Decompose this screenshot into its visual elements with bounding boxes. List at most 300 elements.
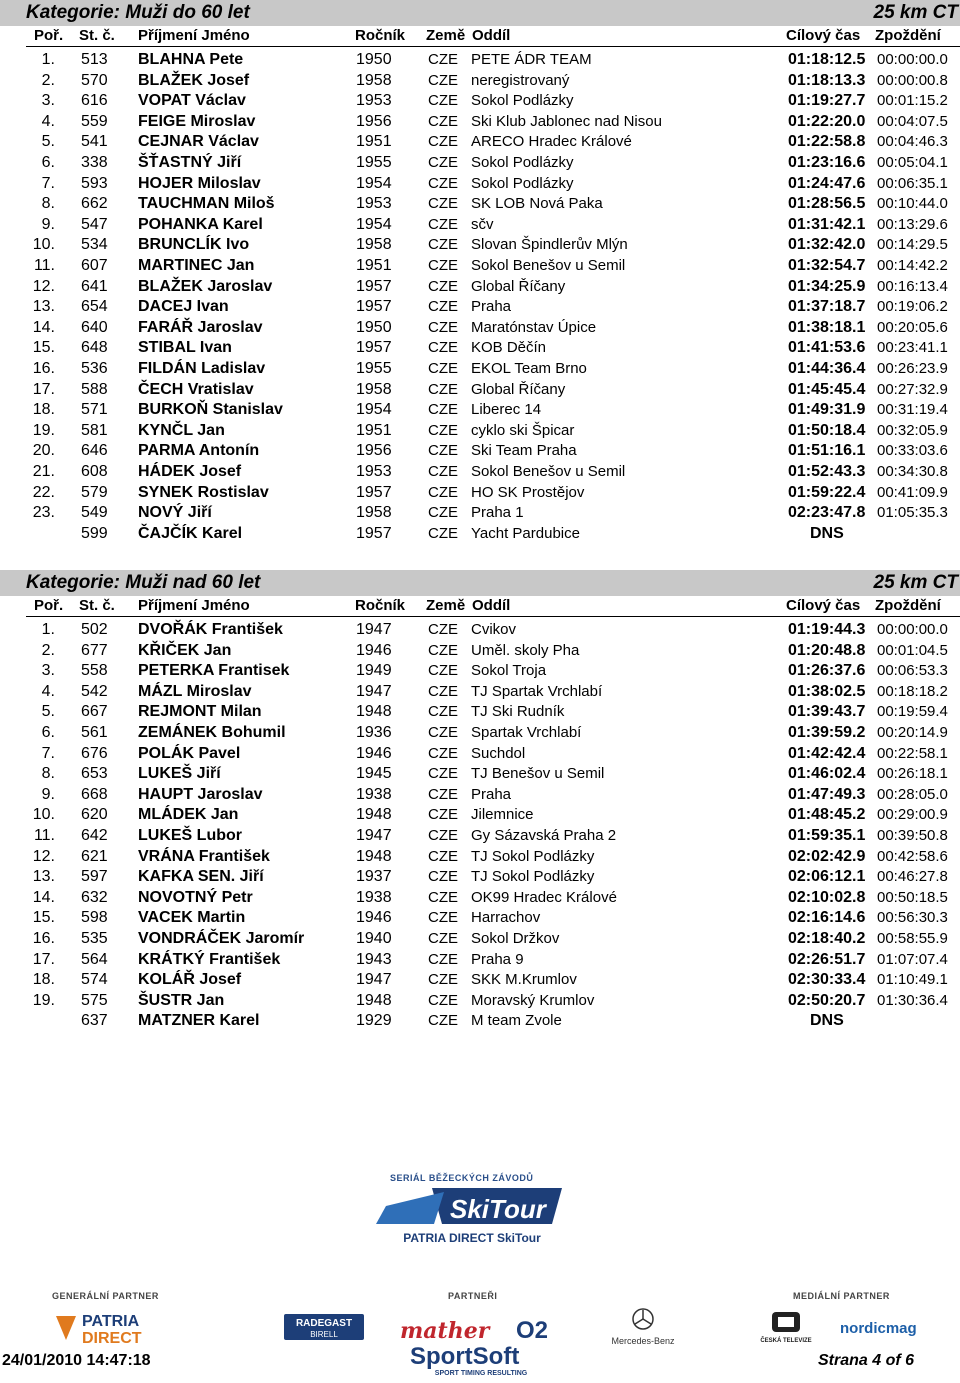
header-gap: Zpoždění (875, 27, 941, 44)
cell-position: 5. (41, 703, 55, 721)
cell-start-number: 608 (81, 463, 108, 480)
cell-start-number: 662 (81, 195, 108, 213)
table-row (0, 216, 960, 237)
table-row (0, 360, 960, 381)
cell-time-gap: 00:58:55.9 (877, 930, 948, 947)
cell-competitor-name: HOJER Miloslav (138, 174, 261, 192)
cell-time-gap: 00:01:15.2 (877, 92, 948, 110)
cell-start-number: 570 (81, 71, 108, 89)
cell-birth-year: 1946 (356, 909, 392, 927)
cell-position: 23. (32, 504, 55, 522)
cell-start-number: 620 (81, 806, 108, 824)
cell-competitor-name: BLAHNA Pete (138, 51, 244, 68)
cell-time-gap: 00:39:50.8 (877, 827, 948, 844)
table-row (0, 786, 960, 807)
cell-finish-time: 02:23:47.8 (788, 504, 866, 522)
table-row (0, 278, 960, 299)
cell-finish-time: DNS (810, 1012, 844, 1030)
cell-club: Suchdol (471, 744, 526, 762)
cell-finish-time: 01:39:43.7 (788, 703, 866, 721)
cell-time-gap: 00:23:41.1 (877, 339, 948, 357)
cell-start-number: 564 (81, 950, 108, 968)
cell-position: 21. (32, 463, 55, 480)
table-row (0, 113, 960, 134)
ct-logo (756, 1310, 816, 1346)
cell-country: CZE (428, 524, 458, 542)
cell-competitor-name: VACEK Martin (138, 909, 246, 927)
cell-country: CZE (428, 463, 458, 480)
cell-competitor-name: KOLÁŘ Josef (138, 971, 242, 989)
cell-birth-year: 1949 (356, 662, 392, 680)
header-finish-time: Cílový čas (786, 27, 861, 44)
cell-position: 7. (41, 174, 55, 192)
table-row (0, 195, 960, 216)
cell-competitor-name: ŠUSTR Jan (138, 991, 225, 1009)
cell-country: CZE (428, 174, 458, 192)
cell-position: 10. (32, 236, 55, 254)
cell-start-number: 646 (81, 442, 108, 460)
cell-position: 19. (32, 421, 55, 439)
cell-start-number: 542 (81, 682, 108, 700)
cell-club: neregistrovaný (471, 71, 570, 89)
cell-time-gap: 00:50:18.5 (877, 888, 948, 906)
cell-competitor-name: DVOŘÁK František (138, 621, 283, 638)
table-row (0, 525, 960, 546)
cell-finish-time: 01:52:43.3 (788, 463, 866, 480)
cell-position: 4. (41, 682, 55, 700)
cell-position: 18. (32, 401, 55, 419)
cell-start-number: 632 (81, 888, 108, 906)
cell-time-gap: 00:00:00.8 (877, 71, 948, 89)
cell-start-number: 547 (81, 215, 108, 233)
mercedes-graphic (598, 1306, 688, 1348)
cell-club: cyklo ski Špicar (471, 421, 575, 439)
cell-country: CZE (428, 112, 458, 130)
cell-start-number: 502 (81, 621, 108, 638)
cell-competitor-name: VOPAT Václav (138, 92, 246, 110)
header-start-number: St. č. (79, 27, 115, 44)
cell-time-gap: 00:05:04.1 (877, 154, 948, 171)
cell-finish-time: 01:34:25.9 (788, 277, 866, 295)
table-row (0, 848, 960, 869)
cell-position: 3. (41, 92, 55, 110)
page-number: Strana 4 of 6 (818, 1352, 915, 1369)
header-country: Země (426, 27, 466, 44)
cell-club: TJ Sokol Podlázky (471, 847, 595, 865)
cell-birth-year: 1957 (356, 339, 392, 357)
header-divider (26, 616, 960, 617)
cell-competitor-name: VONDRÁČEK Jaromír (138, 930, 305, 947)
cell-time-gap: 00:14:42.2 (877, 257, 948, 274)
cell-club: Praha 9 (471, 950, 524, 968)
cell-finish-time: 01:19:44.3 (788, 621, 866, 638)
cell-start-number: 536 (81, 360, 108, 377)
cell-club: TJ Sokol Podlázky (471, 868, 595, 886)
cell-start-number: 574 (81, 971, 108, 989)
cell-country: CZE (428, 133, 458, 151)
cell-finish-time: 01:18:12.5 (788, 51, 866, 68)
cell-position: 14. (32, 318, 55, 336)
cell-time-gap: 00:04:07.5 (877, 112, 948, 130)
cell-finish-time: 01:22:20.0 (788, 112, 866, 130)
mather-text: mather (400, 1318, 490, 1344)
cell-finish-time: 01:26:37.6 (788, 662, 866, 680)
mercedes-logo (598, 1306, 688, 1348)
cell-finish-time: 01:32:54.7 (788, 257, 866, 274)
cell-competitor-name: CEJNAR Václav (138, 133, 259, 151)
cell-finish-time: 01:22:58.8 (788, 133, 866, 151)
cell-birth-year: 1953 (356, 92, 392, 110)
birell-text: BIRELL (310, 1330, 338, 1339)
cell-competitor-name: FARÁŘ Jaroslav (138, 318, 263, 336)
table-row (0, 175, 960, 196)
cell-club: Sokol Benešov u Semil (471, 257, 626, 274)
cell-competitor-name: BURKOŇ Stanislav (138, 401, 283, 419)
cell-finish-time: 01:45:45.4 (788, 380, 866, 398)
cell-country: CZE (428, 765, 458, 783)
nordicmag-text: nordicmag (840, 1320, 917, 1337)
cell-club: Harrachov (471, 909, 541, 927)
cell-competitor-name: ČECH Vratislav (138, 380, 254, 398)
cell-club: Gy Sázavská Praha 2 (471, 827, 617, 844)
cell-position: 19. (32, 991, 55, 1009)
cell-time-gap: 00:16:13.4 (877, 277, 948, 295)
cell-competitor-name: SYNEK Rostislav (138, 483, 269, 501)
cell-start-number: 549 (81, 504, 108, 522)
cell-position: 16. (32, 360, 55, 377)
cell-finish-time: 02:10:02.8 (788, 888, 866, 906)
cell-birth-year: 1947 (356, 971, 392, 989)
cell-birth-year: 1956 (356, 112, 392, 130)
cell-time-gap: 00:18:18.2 (877, 682, 948, 700)
cell-country: CZE (428, 868, 458, 886)
cell-start-number: 559 (81, 112, 108, 130)
cell-competitor-name: ČAJČÍK Karel (138, 524, 243, 542)
cell-competitor-name: NOVOTNÝ Petr (138, 888, 253, 906)
cell-start-number: 571 (81, 401, 108, 419)
category-distance: 25 km CT (873, 572, 958, 593)
cell-club: M team Zvole (471, 1012, 562, 1030)
table-row (0, 889, 960, 910)
table-row (0, 909, 960, 930)
cell-country: CZE (428, 298, 458, 316)
cell-time-gap: 00:06:35.1 (877, 174, 948, 192)
cell-position: 8. (41, 195, 55, 213)
cell-position: 4. (41, 112, 55, 130)
cell-competitor-name: DACEJ Ivan (138, 298, 229, 316)
table-row (0, 642, 960, 663)
cell-finish-time: 01:41:53.6 (788, 339, 866, 357)
table-row (0, 951, 960, 972)
cell-start-number: 575 (81, 991, 108, 1009)
header-gap: Zpoždění (875, 597, 941, 614)
cell-position: 20. (32, 442, 55, 460)
cell-competitor-name: KAFKA SEN. Jiří (138, 868, 264, 886)
cell-finish-time: 01:37:18.7 (788, 298, 866, 316)
cell-finish-time: 02:16:14.6 (788, 909, 866, 927)
cell-club: Spartak Vrchlabí (471, 724, 582, 741)
cell-birth-year: 1958 (356, 236, 392, 254)
cell-club: KOB Děčín (471, 339, 547, 357)
cell-country: CZE (428, 806, 458, 824)
cell-start-number: 597 (81, 868, 108, 886)
cell-finish-time: 01:38:18.1 (788, 318, 866, 336)
cell-start-number: 534 (81, 236, 108, 254)
cell-competitor-name: KŘIČEK Jan (138, 641, 232, 659)
cell-birth-year: 1940 (356, 930, 392, 947)
cell-start-number: 541 (81, 133, 108, 151)
cell-start-number: 598 (81, 909, 108, 927)
cell-start-number: 654 (81, 298, 108, 316)
cell-birth-year: 1938 (356, 785, 392, 803)
cell-country: CZE (428, 971, 458, 989)
cell-country: CZE (428, 1012, 458, 1030)
cell-start-number: 637 (81, 1012, 108, 1030)
cell-birth-year: 1955 (356, 360, 392, 377)
cell-time-gap: 00:28:05.0 (877, 785, 948, 803)
cell-start-number: 588 (81, 380, 108, 398)
cell-position: 14. (32, 888, 55, 906)
cell-position: 2. (41, 641, 55, 659)
cell-finish-time: 01:50:18.4 (788, 421, 866, 439)
cell-birth-year: 1957 (356, 524, 392, 542)
cell-time-gap: 00:27:32.9 (877, 380, 948, 398)
cell-position: 16. (32, 930, 55, 947)
cell-country: CZE (428, 930, 458, 947)
cell-club: Jilemnice (471, 806, 534, 824)
cell-finish-time: 01:19:27.7 (788, 92, 866, 110)
cell-birth-year: 1958 (356, 71, 392, 89)
cell-club: Praha 1 (471, 504, 524, 522)
cell-finish-time: 01:44:36.4 (788, 360, 866, 377)
cell-birth-year: 1958 (356, 380, 392, 398)
cell-club: TJ Spartak Vrchlabí (471, 682, 603, 700)
sportsoft-text: SportSoft (410, 1343, 520, 1370)
table-row (0, 319, 960, 340)
cell-country: CZE (428, 195, 458, 213)
cell-birth-year: 1955 (356, 154, 392, 171)
cell-country: CZE (428, 744, 458, 762)
cell-country: CZE (428, 236, 458, 254)
cell-competitor-name: PARMA Antonín (138, 442, 260, 460)
cell-competitor-name: HÁDEK Josef (138, 463, 242, 480)
cell-birth-year: 1929 (356, 1012, 392, 1030)
cell-competitor-name: MARTINEC Jan (138, 257, 255, 274)
cell-country: CZE (428, 442, 458, 460)
cell-start-number: 667 (81, 703, 108, 721)
cell-club: OK99 Hradec Králové (471, 888, 617, 906)
cell-country: CZE (428, 785, 458, 803)
cell-competitor-name: REJMONT Milan (138, 703, 262, 721)
cell-birth-year: 1956 (356, 442, 392, 460)
sportsoft-logo (408, 1340, 554, 1378)
table-row (0, 827, 960, 848)
header-name: Příjmení Jméno (138, 597, 250, 614)
table-row (0, 92, 960, 113)
cell-club: SK LOB Nová Paka (471, 195, 603, 213)
cell-position: 1. (41, 621, 55, 638)
cell-position: 7. (41, 744, 55, 762)
table-row (0, 298, 960, 319)
category-title-bar (0, 0, 960, 26)
table-row (0, 765, 960, 786)
cell-position: 15. (32, 909, 55, 927)
cell-start-number: 558 (81, 662, 108, 680)
cell-competitor-name: TAUCHMAN Miloš (138, 195, 275, 213)
skitour-wordmark: SkiTour (450, 1194, 546, 1224)
cell-competitor-name: MATZNER Karel (138, 1012, 260, 1030)
cell-time-gap: 00:01:04.5 (877, 641, 948, 659)
cell-start-number: 561 (81, 724, 108, 741)
table-row (0, 381, 960, 402)
cell-club: ARECO Hradec Králové (471, 133, 632, 151)
cell-country: CZE (428, 682, 458, 700)
cell-start-number: 593 (81, 174, 108, 192)
cell-club: Global Říčany (471, 277, 566, 295)
cell-position: 6. (41, 724, 55, 741)
cell-country: CZE (428, 641, 458, 659)
cell-time-gap: 00:10:44.0 (877, 195, 948, 213)
cell-competitor-name: STIBAL Ivan (138, 339, 232, 357)
cell-club: HO SK Prostějov (471, 483, 585, 501)
cell-position: 22. (32, 483, 55, 501)
table-row (0, 133, 960, 154)
cell-start-number: 535 (81, 930, 108, 947)
cell-time-gap: 00:26:23.9 (877, 360, 948, 377)
cell-birth-year: 1953 (356, 463, 392, 480)
header-name: Příjmení Jméno (138, 27, 250, 44)
cell-birth-year: 1948 (356, 806, 392, 824)
cell-finish-time: 02:06:12.1 (788, 868, 866, 886)
cell-birth-year: 1954 (356, 174, 392, 192)
category-title: Kategorie: Muži do 60 let (26, 2, 250, 23)
nordicmag-logo (838, 1316, 934, 1338)
cell-start-number: 668 (81, 785, 108, 803)
cell-birth-year: 1947 (356, 827, 392, 844)
radegast-text: RADEGAST (295, 1318, 353, 1329)
table-row (0, 401, 960, 422)
o2-text: O2 (516, 1317, 549, 1344)
cell-birth-year: 1938 (356, 888, 392, 906)
radegast-graphic (284, 1314, 364, 1340)
cell-club: Praha (471, 298, 512, 316)
cell-country: CZE (428, 92, 458, 110)
cell-birth-year: 1947 (356, 682, 392, 700)
cell-finish-time: 01:31:42.1 (788, 215, 866, 233)
cell-position: 9. (41, 215, 55, 233)
cell-competitor-name: FILDÁN Ladislav (138, 360, 266, 377)
cell-competitor-name: POLÁK Pavel (138, 744, 241, 762)
cell-competitor-name: VRÁNA František (138, 847, 270, 865)
cell-country: CZE (428, 71, 458, 89)
cell-time-gap: 00:56:30.3 (877, 909, 948, 927)
cell-birth-year: 1957 (356, 298, 392, 316)
cell-country: CZE (428, 51, 458, 68)
table-row (0, 51, 960, 72)
header-year: Ročník (355, 597, 406, 614)
cell-finish-time: 01:42:42.4 (788, 744, 866, 762)
cell-time-gap: 00:13:29.6 (877, 215, 948, 233)
cell-competitor-name: LUKEŠ Lubor (138, 827, 242, 844)
cell-finish-time: 01:59:22.4 (788, 483, 866, 501)
cell-club: SKK M.Krumlov (471, 971, 577, 989)
cell-time-gap: 00:20:14.9 (877, 724, 948, 741)
cell-time-gap: 00:19:06.2 (877, 298, 948, 316)
cell-position: 2. (41, 71, 55, 89)
header-finish-time: Cílový čas (786, 597, 861, 614)
cell-position: 5. (41, 133, 55, 151)
cell-time-gap: 00:06:53.3 (877, 662, 948, 680)
cell-position: 3. (41, 662, 55, 680)
cell-position: 6. (41, 154, 55, 171)
cell-finish-time: 01:38:02.5 (788, 682, 866, 700)
cell-country: CZE (428, 662, 458, 680)
cell-finish-time: 01:47:49.3 (788, 785, 866, 803)
cell-competitor-name: ZEMÁNEK Bohumil (138, 724, 286, 741)
header-divider (26, 46, 960, 47)
cell-country: CZE (428, 380, 458, 398)
cell-country: CZE (428, 318, 458, 336)
cell-country: CZE (428, 504, 458, 522)
cell-birth-year: 1948 (356, 703, 392, 721)
cell-club: Praha (471, 785, 512, 803)
cell-position: 11. (33, 827, 55, 844)
cell-start-number: 616 (81, 92, 108, 110)
cell-birth-year: 1946 (356, 744, 392, 762)
category-title-bar (0, 570, 960, 596)
table-row (0, 662, 960, 683)
cell-finish-time: 01:39:59.2 (788, 724, 866, 741)
general-partner-label: GENERÁLNÍ PARTNER (52, 1291, 159, 1301)
cell-country: CZE (428, 215, 458, 233)
table-row (0, 422, 960, 443)
cell-birth-year: 1948 (356, 991, 392, 1009)
mercedes-text: Mercedes-Benz (611, 1336, 675, 1346)
cell-position: 9. (41, 785, 55, 803)
cell-birth-year: 1947 (356, 621, 392, 638)
cell-position: 13. (32, 868, 55, 886)
cell-competitor-name: POHANKA Karel (138, 215, 263, 233)
cell-club: Moravský Krumlov (471, 991, 595, 1009)
cell-club: Sokol Benešov u Semil (471, 463, 626, 480)
cell-club: Maratónstav Úpice (471, 318, 597, 336)
cell-start-number: 621 (81, 847, 108, 865)
cell-finish-time: 01:20:48.8 (788, 641, 866, 659)
cell-finish-time: 01:49:31.9 (788, 401, 866, 419)
cell-start-number: 641 (81, 277, 108, 295)
table-row (0, 484, 960, 505)
cell-competitor-name: MLÁDEK Jan (138, 806, 239, 824)
cell-competitor-name: MÁZL Miroslav (138, 682, 252, 700)
cell-finish-time: 02:50:20.7 (788, 991, 866, 1009)
cell-birth-year: 1954 (356, 401, 392, 419)
cell-club: Sokol Troja (471, 662, 547, 680)
cell-time-gap: 01:10:49.1 (877, 971, 948, 989)
cell-birth-year: 1958 (356, 504, 392, 522)
patria-direct-graphic (52, 1310, 202, 1346)
cell-finish-time: 01:23:16.6 (788, 154, 866, 171)
cell-position: 8. (41, 765, 55, 783)
cell-club: TJ Ski Rudník (471, 703, 565, 721)
cell-country: CZE (428, 154, 458, 171)
cell-position: 1. (41, 51, 55, 68)
table-row (0, 724, 960, 745)
cell-time-gap: 00:41:09.9 (877, 483, 948, 501)
cell-club: Yacht Pardubice (471, 524, 580, 542)
cell-finish-time: 02:30:33.4 (788, 971, 866, 989)
table-row (0, 930, 960, 951)
cell-country: CZE (428, 277, 458, 295)
